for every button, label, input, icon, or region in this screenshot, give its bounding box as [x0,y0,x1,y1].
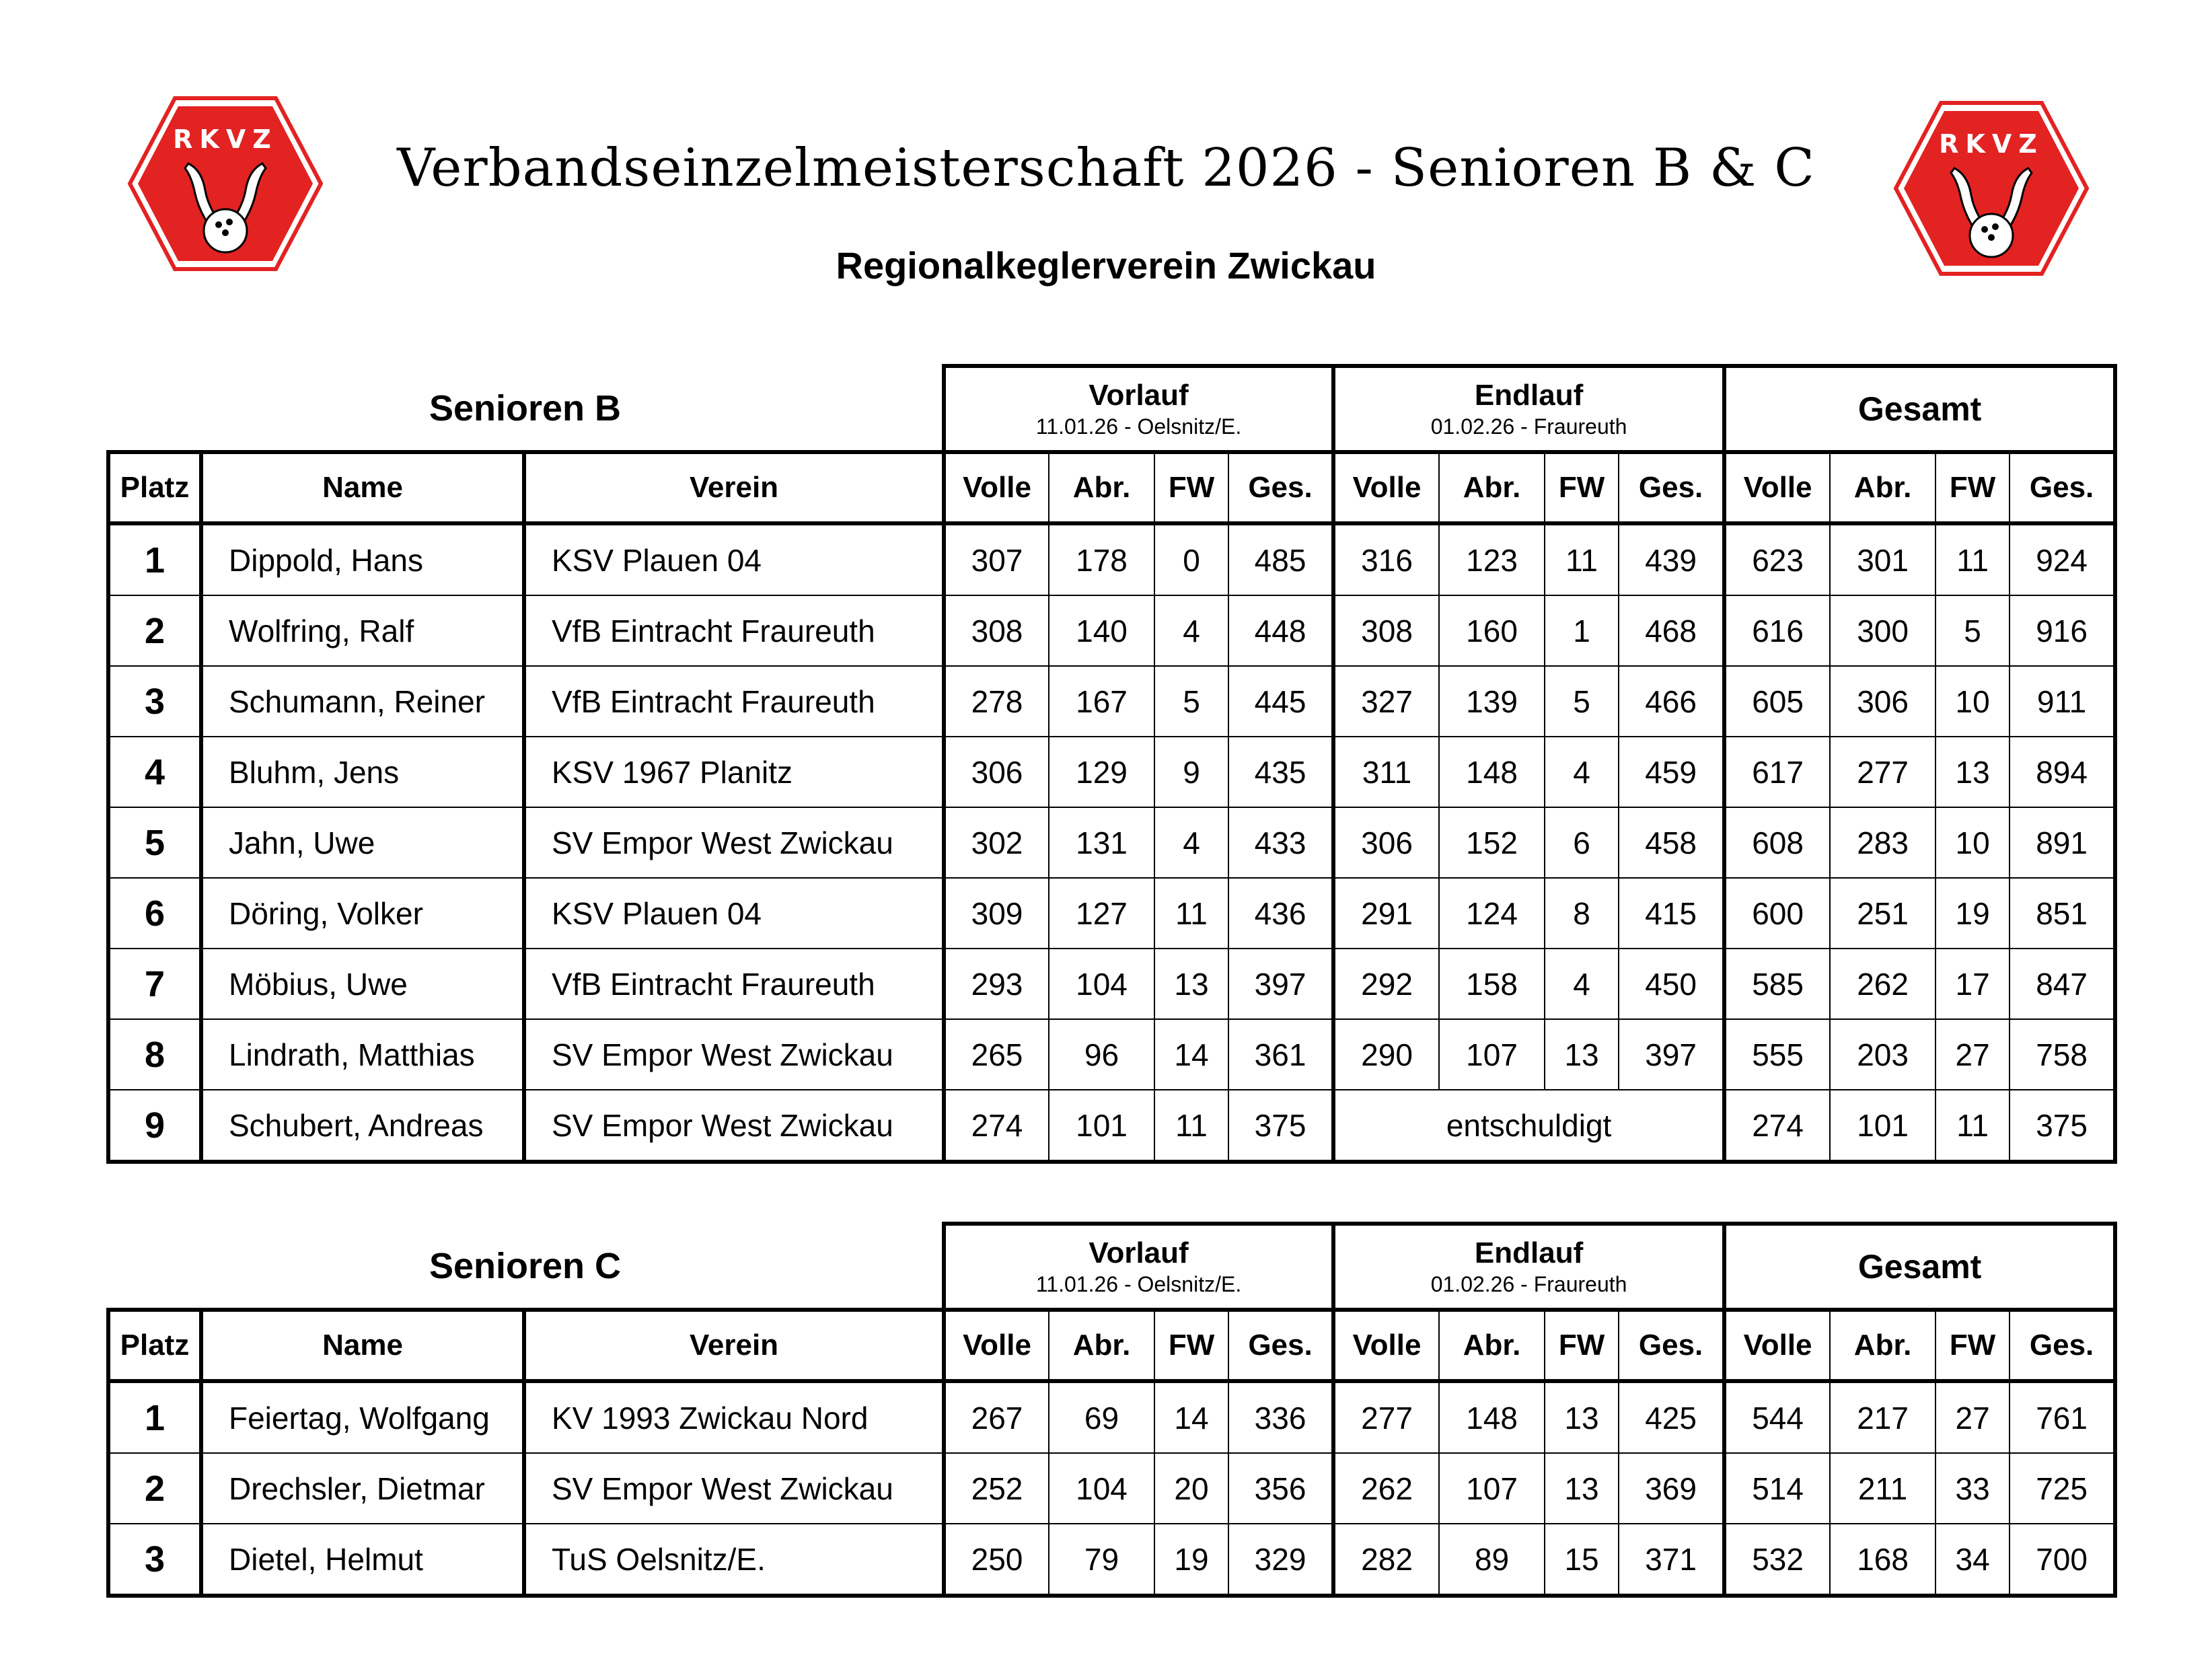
cell-vorlauf-ges: 436 [1228,878,1333,949]
col-header-abr: Abr. [1049,452,1154,523]
col-header-fw: FW [1545,452,1619,523]
cell-vorlauf-ges: 445 [1228,666,1333,737]
col-header-ges: Ges. [1619,452,1724,523]
cell-endlauf-ges: 439 [1619,523,1724,595]
table-row [108,1019,2115,1090]
cell-endlauf-abr: 152 [1439,807,1545,878]
senioren-c-table [106,1222,2117,1598]
cell-vorlauf-ges: 329 [1228,1524,1333,1596]
cell-platz: 3 [108,666,201,737]
cell-gesamt-abr: 262 [1830,949,1936,1019]
cell-platz: 8 [108,1019,201,1090]
cell-endlauf-volle: 311 [1333,737,1439,807]
cell-gesamt-volle: 617 [1724,737,1830,807]
cell-verein: KSV Plauen 04 [524,523,944,595]
table-row [108,878,2115,949]
group-vorlauf-label: Vorlauf [1089,1236,1189,1269]
cell-vorlauf-fw: 19 [1154,1524,1228,1596]
cell-endlauf-fw: 13 [1545,1381,1619,1453]
cell-vorlauf-abr: 127 [1049,878,1154,949]
cell-gesamt-abr: 306 [1830,666,1936,737]
cell-vorlauf-abr: 79 [1049,1524,1154,1596]
col-header-abr: Abr. [1830,452,1936,523]
col-header-fw: FW [1936,452,2010,523]
cell-endlauf-fw: 5 [1545,666,1619,737]
cell-endlauf-abr: 123 [1439,523,1545,595]
cell-gesamt-abr: 203 [1830,1019,1936,1090]
cell-vorlauf-abr: 131 [1049,807,1154,878]
cell-gesamt-volle: 555 [1724,1019,1830,1090]
cell-vorlauf-ges: 435 [1228,737,1333,807]
cell-verein: SV Empor West Zwickau [524,1453,944,1524]
cell-gesamt-abr: 251 [1830,878,1936,949]
cell-endlauf-fw: 8 [1545,878,1619,949]
table-row [108,666,2115,737]
cell-endlauf-ges: 425 [1619,1381,1724,1453]
col-header-volle: Volle [1724,1310,1830,1381]
cell-verein: KSV Plauen 04 [524,878,944,949]
cell-vorlauf-abr: 69 [1049,1381,1154,1453]
cell-vorlauf-fw: 0 [1154,523,1228,595]
cell-platz: 9 [108,1090,201,1162]
cell-vorlauf-ges: 433 [1228,807,1333,878]
cell-endlauf-ges: 468 [1619,595,1724,666]
col-header-verein: Verein [524,1310,944,1381]
group-gesamt: Gesamt [1724,1224,2115,1310]
cell-vorlauf-fw: 11 [1154,878,1228,949]
cell-endlauf-abr: 158 [1439,949,1545,1019]
col-header-volle: Volle [944,452,1049,523]
cell-vorlauf-fw: 13 [1154,949,1228,1019]
cell-gesamt-ges: 375 [2010,1090,2115,1162]
cell-gesamt-fw: 5 [1936,595,2010,666]
cell-name: Feiertag, Wolfgang [201,1381,524,1453]
col-header-ges: Ges. [1619,1310,1724,1381]
cell-vorlauf-volle: 306 [944,737,1049,807]
cell-name: Schubert, Andreas [201,1090,524,1162]
cell-gesamt-fw: 10 [1936,807,2010,878]
page-subtitle: Regionalkeglerverein Zwickau [836,244,1376,287]
table-row [108,737,2115,807]
cell-vorlauf-abr: 178 [1049,523,1154,595]
cell-verein: KV 1993 Zwickau Nord [524,1381,944,1453]
cell-vorlauf-fw: 11 [1154,1090,1228,1162]
col-header-verein: Verein [524,452,944,523]
cell-platz: 2 [108,595,201,666]
cell-vorlauf-volle: 307 [944,523,1049,595]
cell-gesamt-abr: 300 [1830,595,1936,666]
cell-gesamt-abr: 168 [1830,1524,1936,1596]
page-title: Verbandseinzelmeisterschaft 2026 - Senioren B & C [397,138,1815,198]
cell-vorlauf-volle: 265 [944,1019,1049,1090]
cell-gesamt-abr: 101 [1830,1090,1936,1162]
table-row [108,949,2115,1019]
cell-endlauf-volle: 308 [1333,595,1439,666]
cell-gesamt-ges: 725 [2010,1453,2115,1524]
cell-vorlauf-fw: 4 [1154,595,1228,666]
col-header-ges: Ges. [1228,452,1333,523]
cell-gesamt-ges: 924 [2010,523,2115,595]
cell-endlauf-abr: 160 [1439,595,1545,666]
cell-name: Jahn, Uwe [201,807,524,878]
section-title: Senioren B [429,387,622,429]
cell-verein: VfB Eintracht Fraureuth [524,666,944,737]
cell-gesamt-ges: 891 [2010,807,2115,878]
cell-name: Dietel, Helmut [201,1524,524,1596]
cell-gesamt-fw: 17 [1936,949,2010,1019]
cell-endlauf-fw: 4 [1545,737,1619,807]
col-header-abr: Abr. [1439,1310,1545,1381]
cell-name: Wolfring, Ralf [201,595,524,666]
cell-platz: 5 [108,807,201,878]
col-header-fw: FW [1936,1310,2010,1381]
cell-gesamt-ges: 761 [2010,1381,2115,1453]
cell-endlauf-abr: 139 [1439,666,1545,737]
cell-vorlauf-fw: 20 [1154,1453,1228,1524]
group-endlauf-sub: 01.02.26 - Fraureuth [1430,1272,1627,1296]
cell-endlauf-ges: 459 [1619,737,1724,807]
cell-vorlauf-volle: 309 [944,878,1049,949]
col-header-platz: Platz [108,452,201,523]
cell-vorlauf-abr: 104 [1049,949,1154,1019]
table-row [108,523,2115,595]
senioren-b-table [106,364,2117,1164]
col-header-name: Name [201,452,524,523]
cell-gesamt-volle: 608 [1724,807,1830,878]
group-endlauf [1333,1224,1724,1310]
col-header-volle: Volle [1333,1310,1439,1381]
col-header-volle: Volle [944,1310,1049,1381]
cell-gesamt-volle: 623 [1724,523,1830,595]
cell-platz: 1 [108,1381,201,1453]
cell-gesamt-ges: 758 [2010,1019,2115,1090]
cell-vorlauf-ges: 448 [1228,595,1333,666]
cell-gesamt-fw: 11 [1936,1090,2010,1162]
cell-gesamt-fw: 10 [1936,666,2010,737]
cell-gesamt-volle: 514 [1724,1453,1830,1524]
cell-verein: SV Empor West Zwickau [524,1090,944,1162]
cell-endlauf-abr: 148 [1439,1381,1545,1453]
cell-vorlauf-ges: 485 [1228,523,1333,595]
cell-endlauf-volle: 291 [1333,878,1439,949]
cell-endlauf-abr: 148 [1439,737,1545,807]
cell-vorlauf-ges: 375 [1228,1090,1333,1162]
cell-platz: 4 [108,737,201,807]
cell-endlauf-volle: 316 [1333,523,1439,595]
cell-endlauf-volle: 306 [1333,807,1439,878]
group-vorlauf-sub: 11.01.26 - Oelsnitz/E. [1035,1272,1242,1296]
group-endlauf [1333,366,1724,452]
cell-platz: 1 [108,523,201,595]
cell-gesamt-abr: 301 [1830,523,1936,595]
cell-gesamt-fw: 34 [1936,1524,2010,1596]
col-header-volle: Volle [1724,452,1830,523]
section-title: Senioren C [429,1245,622,1286]
cell-vorlauf-volle: 274 [944,1090,1049,1162]
cell-gesamt-fw: 33 [1936,1453,2010,1524]
cell-endlauf-ges: 450 [1619,949,1724,1019]
cell-gesamt-fw: 19 [1936,878,2010,949]
cell-endlauf-note: entschuldigt [1333,1090,1724,1162]
cell-endlauf-abr: 107 [1439,1019,1545,1090]
cell-platz: 7 [108,949,201,1019]
col-header-fw: FW [1545,1310,1619,1381]
cell-vorlauf-fw: 14 [1154,1019,1228,1090]
table-row [108,807,2115,878]
cell-endlauf-abr: 89 [1439,1524,1545,1596]
table-row [108,1524,2115,1596]
cell-vorlauf-volle: 293 [944,949,1049,1019]
svg-text:RKVZ: RKVZ [1939,129,2044,159]
cell-platz: 2 [108,1453,201,1524]
cell-gesamt-ges: 894 [2010,737,2115,807]
cell-endlauf-ges: 397 [1619,1019,1724,1090]
cell-platz: 6 [108,878,201,949]
cell-name: Dippold, Hans [201,523,524,595]
cell-vorlauf-fw: 4 [1154,807,1228,878]
cell-vorlauf-ges: 336 [1228,1381,1333,1453]
cell-endlauf-fw: 13 [1545,1019,1619,1090]
cell-gesamt-volle: 544 [1724,1381,1830,1453]
cell-endlauf-ges: 369 [1619,1453,1724,1524]
cell-name: Schumann, Reiner [201,666,524,737]
cell-gesamt-ges: 916 [2010,595,2115,666]
col-header-volle: Volle [1333,452,1439,523]
group-vorlauf-sub: 11.01.26 - Oelsnitz/E. [1035,414,1242,439]
cell-endlauf-volle: 327 [1333,666,1439,737]
cell-gesamt-volle: 600 [1724,878,1830,949]
cell-gesamt-volle: 585 [1724,949,1830,1019]
cell-gesamt-ges: 851 [2010,878,2115,949]
table-row [108,1381,2115,1453]
cell-endlauf-fw: 6 [1545,807,1619,878]
svg-text:RKVZ: RKVZ [173,124,278,154]
cell-endlauf-fw: 13 [1545,1453,1619,1524]
cell-endlauf-ges: 371 [1619,1524,1724,1596]
cell-endlauf-ges: 466 [1619,666,1724,737]
cell-verein: KSV 1967 Planitz [524,737,944,807]
cell-vorlauf-fw: 14 [1154,1381,1228,1453]
cell-endlauf-volle: 262 [1333,1453,1439,1524]
cell-name: Döring, Volker [201,878,524,949]
cell-gesamt-fw: 11 [1936,523,2010,595]
cell-endlauf-volle: 277 [1333,1381,1439,1453]
cell-gesamt-volle: 616 [1724,595,1830,666]
cell-verein: SV Empor West Zwickau [524,807,944,878]
cell-endlauf-fw: 15 [1545,1524,1619,1596]
cell-vorlauf-volle: 252 [944,1453,1049,1524]
cell-vorlauf-volle: 267 [944,1381,1049,1453]
col-header-name: Name [201,1310,524,1381]
cell-gesamt-volle: 274 [1724,1090,1830,1162]
cell-endlauf-volle: 290 [1333,1019,1439,1090]
cell-endlauf-volle: 292 [1333,949,1439,1019]
cell-gesamt-abr: 283 [1830,807,1936,878]
cell-vorlauf-ges: 361 [1228,1019,1333,1090]
col-header-abr: Abr. [1439,452,1545,523]
cell-verein: VfB Eintracht Fraureuth [524,949,944,1019]
cell-endlauf-abr: 124 [1439,878,1545,949]
col-header-platz: Platz [108,1310,201,1381]
cell-endlauf-fw: 11 [1545,523,1619,595]
cell-vorlauf-abr: 167 [1049,666,1154,737]
group-gesamt: Gesamt [1724,366,2115,452]
cell-gesamt-volle: 605 [1724,666,1830,737]
cell-vorlauf-ges: 356 [1228,1453,1333,1524]
col-header-ges: Ges. [2010,452,2115,523]
cell-vorlauf-abr: 140 [1049,595,1154,666]
cell-verein: SV Empor West Zwickau [524,1019,944,1090]
cell-gesamt-fw: 27 [1936,1381,2010,1453]
group-endlauf-label: Endlauf [1474,1236,1584,1269]
col-header-abr: Abr. [1830,1310,1936,1381]
table-row [108,1453,2115,1524]
col-header-ges: Ges. [2010,1310,2115,1381]
cell-gesamt-ges: 911 [2010,666,2115,737]
cell-name: Lindrath, Matthias [201,1019,524,1090]
cell-endlauf-fw: 1 [1545,595,1619,666]
cell-vorlauf-fw: 5 [1154,666,1228,737]
cell-name: Bluhm, Jens [201,737,524,807]
group-vorlauf-label: Vorlauf [1089,379,1189,412]
table-row [108,595,2115,666]
cell-verein: TuS Oelsnitz/E. [524,1524,944,1596]
col-header-ges: Ges. [1228,1310,1333,1381]
col-header-fw: FW [1154,1310,1228,1381]
cell-gesamt-fw: 27 [1936,1019,2010,1090]
cell-platz: 3 [108,1524,201,1596]
cell-vorlauf-volle: 302 [944,807,1049,878]
cell-gesamt-fw: 13 [1936,737,2010,807]
cell-endlauf-abr: 107 [1439,1453,1545,1524]
col-header-fw: FW [1154,452,1228,523]
cell-name: Drechsler, Dietmar [201,1453,524,1524]
cell-gesamt-ges: 847 [2010,949,2115,1019]
cell-endlauf-fw: 4 [1545,949,1619,1019]
cell-name: Möbius, Uwe [201,949,524,1019]
cell-endlauf-volle: 282 [1333,1524,1439,1596]
cell-vorlauf-volle: 250 [944,1524,1049,1596]
cell-gesamt-abr: 217 [1830,1381,1936,1453]
cell-endlauf-ges: 415 [1619,878,1724,949]
cell-vorlauf-abr: 101 [1049,1090,1154,1162]
cell-gesamt-abr: 211 [1830,1453,1936,1524]
cell-vorlauf-abr: 96 [1049,1019,1154,1090]
col-header-abr: Abr. [1049,1310,1154,1381]
cell-vorlauf-fw: 9 [1154,737,1228,807]
group-endlauf-label: Endlauf [1474,379,1584,412]
group-endlauf-sub: 01.02.26 - Fraureuth [1430,414,1627,439]
cell-endlauf-ges: 458 [1619,807,1724,878]
cell-vorlauf-volle: 308 [944,595,1049,666]
cell-vorlauf-ges: 397 [1228,949,1333,1019]
group-vorlauf [944,366,1333,452]
table-row [108,1090,2115,1162]
cell-verein: VfB Eintracht Fraureuth [524,595,944,666]
cell-vorlauf-abr: 104 [1049,1453,1154,1524]
group-vorlauf [944,1224,1333,1310]
cell-vorlauf-volle: 278 [944,666,1049,737]
cell-gesamt-ges: 700 [2010,1524,2115,1596]
cell-gesamt-volle: 532 [1724,1524,1830,1596]
cell-vorlauf-abr: 129 [1049,737,1154,807]
cell-gesamt-abr: 277 [1830,737,1936,807]
